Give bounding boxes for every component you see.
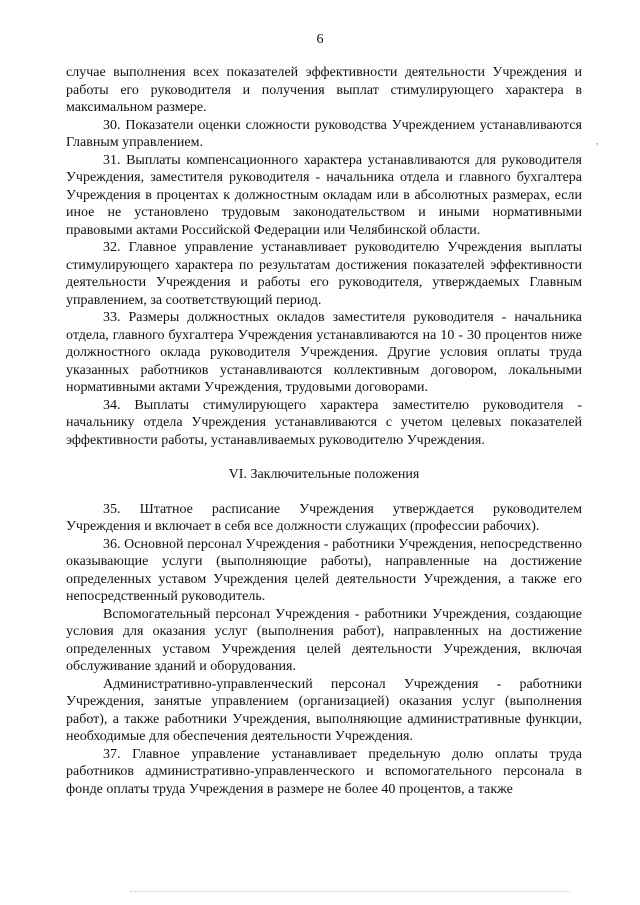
paragraph-37: 37. Главное управление устанавливает предельную долю оплаты труда работников административно-управленческого и вспомогательного персонала в фонде оплаты труда Учреждения в размере не более 40 процентов, а также [66,746,582,797]
paragraph-admin-staff: Административно-управленческий персонал Учреждения - работники Учреждения, занятые управлением (организацией) оказания услуг (выполнения работ), а также работники Учреждения, выполняющие административные функции, необходимые для обеспечения деятельности Учреждения. [66,676,582,744]
document-body [66,64,582,798]
paragraph-30: 30. Показатели оценки сложности руководства Учреждением устанавливаются Главным управлением. [66,117,582,150]
paragraph-31: 31. Выплаты компенсационного характера устанавливаются для руководителя Учреждения, заместителя руководителя - начальника отдела и главного бухгалтера Учреждения в процентах к должностным окладам или в абсолютных размерах, если иное не установлено трудовым законодательством и иными нормативными правовыми актами Российской Федерации или Челябинской области. [66,152,582,238]
paragraph-36: 36. Основной персонал Учреждения - работники Учреждения, непосредственно оказывающие услуги (выполняющие работы), направленные на достижение определенных уставом Учреждения целей деятельности Учреждения, а также его непосредственный руководитель. [66,536,582,604]
paragraph-35: 35. Штатное расписание Учреждения утверждается руководителем Учреждения и включает в себя все должности служащих (профессии рабочих). [66,501,582,534]
section-heading: VI. Заключительные положения [228,467,420,482]
paragraph-auxiliary-staff: Вспомогательный персонал Учреждения - работники Учреждения, создающие условия для оказания услуг (выполнения работ), направленных на достижение определенных уставом Учреждения целей деятельности Учреждения, включая обслуживание зданий и оборудования. [66,606,582,674]
paragraph-32: 32. Главное управление устанавливает руководителю Учреждения выплаты стимулирующего характера по результатам достижения показателей эффективности деятельности Учреждения и работы его руководителя, утверждаемых Главным управлением, за соответствующий период. [66,240,582,308]
paragraph-34: 34. Выплаты стимулирующего характера заместителю руководителя - начальнику отдела Учреждения устанавливаются с учетом целевых показателей эффективности работы, устанавливаемых руководителю Учреждения. [66,397,582,448]
paragraph-33: 33. Размеры должностных окладов заместителя руководителя - начальника отдела, главного бухгалтера Учреждения устанавливаются на 10 - 30 процентов ниже должностного оклада руководителя Учреждения. Другие условия оплаты труда указанных работников устанавливаются коллективным договором, локальными нормативными актами Учреждения, трудовыми договорами. [66,310,582,395]
paragraph-continuation: случае выполнения всех показателей эффективности деятельности Учреждения и работы его руководителя и получения выплат стимулирующего характера в максимальном размере. [66,65,582,115]
page-number: 6 [316,32,324,47]
scan-dotted-line [130,889,570,892]
margin-mark: , [596,136,599,146]
